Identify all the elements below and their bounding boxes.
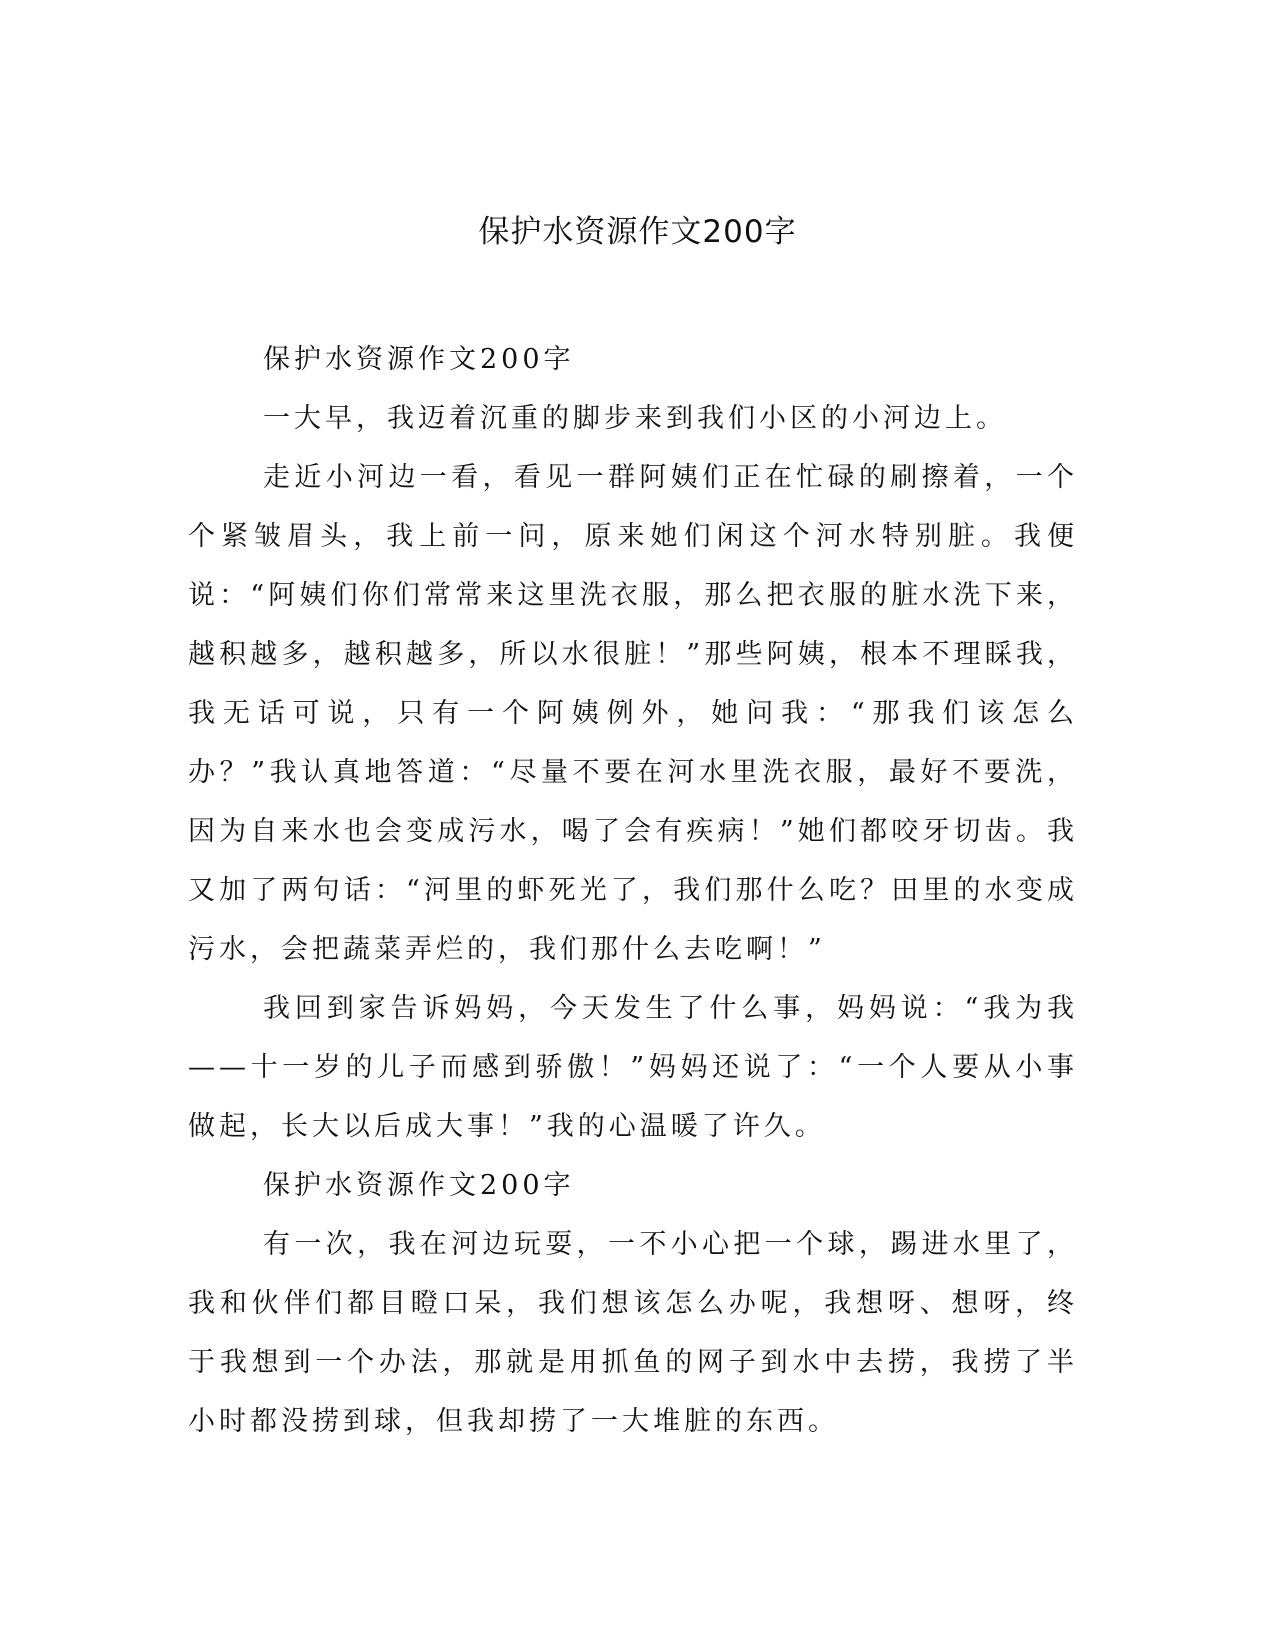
body-paragraph: 一大早，我迈着沉重的脚步来到我们小区的小河边上。 — [263, 403, 1007, 434]
document-body — [188, 330, 1078, 1451]
body-paragraph: 走近小河边一看，看见一群阿姨们正在忙碌的刷擦着，一个个紧皱眉头，我上前一问，原来她们闲这个河水特别脏。我便说：“阿姨们你们常常来这里洗衣服，那么把衣服的脏水洗下来，越积越多，越积越多，所以水很脏！”那些阿姨，根本不理睬我，我无话可说，只有一个阿姨例外，她问我：“那我们该怎么办？”我认真地答道：“尽量不要在河水里洗衣服，最好不要洗，因为自来水也会变成污水，喝了会有疾病！”她们都咬牙切齿。我又加了两句话：“河里的虾死光了，我们那什么吃？田里的水变成污水，会把蔬菜弄烂的，我们那什么去吃啊！” — [188, 462, 1078, 965]
subtitle-paragraph: 保护水资源作文200字 — [263, 1170, 575, 1201]
subtitle-paragraph: 保护水资源作文200字 — [263, 344, 575, 375]
body-paragraph: 有一次，我在河边玩耍，一不小心把一个球，踢进水里了，我和伙伴们都目瞪口呆，我们想该怎么办呢，我想呀、想呀，终于我想到一个办法，那就是用抓鱼的网子到水中去捞，我捞了半小时都没捞到球，但我却捞了一大堆脏的东西。 — [188, 1229, 1078, 1437]
body-paragraph: 我回到家告诉妈妈，今天发生了什么事，妈妈说：“我为我——十一岁的儿子而感到骄傲！”妈妈还说了：“一个人要从小事做起，长大以后成大事！”我的心温暖了许久。 — [188, 993, 1078, 1142]
document-title: 保护水资源作文200字 — [478, 214, 797, 250]
